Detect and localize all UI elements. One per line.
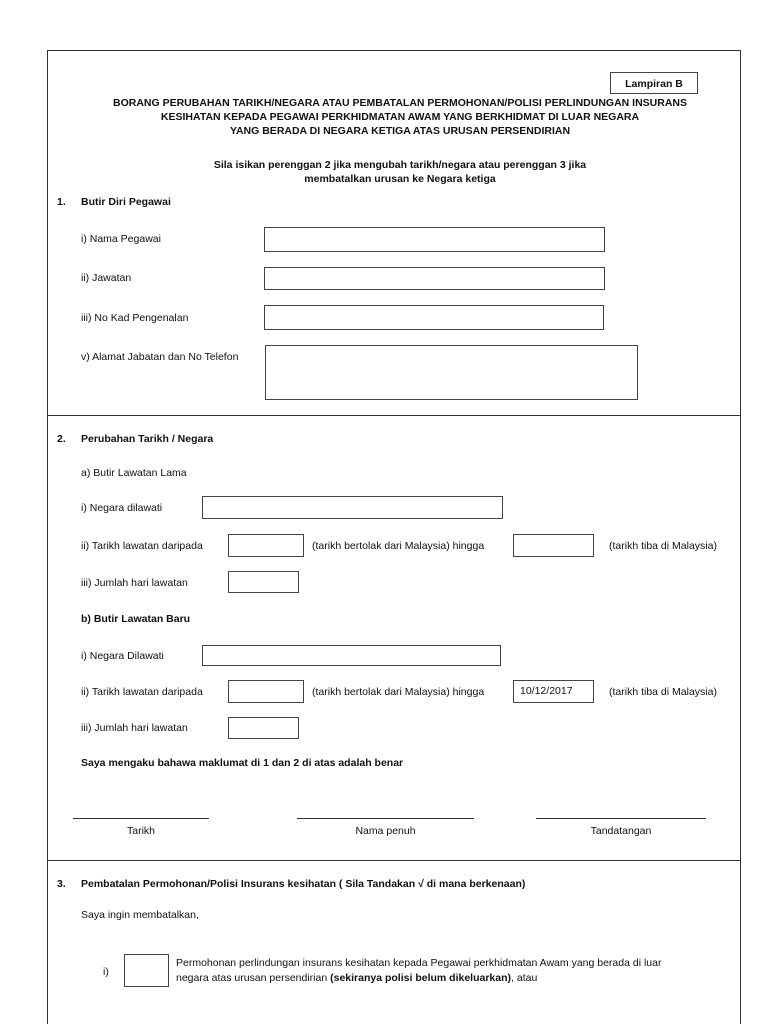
old-country-input[interactable]	[202, 496, 503, 519]
name-signature-label: Nama penuh	[355, 825, 416, 837]
option1-text-line1: Permohonan perlindungan insurans kesihatan kepada Pegawai perkhidmatan Awam yang berada di luar	[176, 957, 662, 969]
new-country-label: i) Negara Dilawati	[81, 650, 164, 662]
date-signature-label: Tarikh	[126, 825, 155, 837]
instruction-line1: Sila isikan perenggan 2 jika mengubah tarikh/negara atau perenggan 3 jika	[213, 159, 587, 171]
sign-signature-label: Tandatangan	[590, 825, 652, 837]
section-divider-2	[47, 860, 741, 861]
lampiran-label-box	[610, 72, 698, 94]
option1-checkbox[interactable]	[124, 954, 169, 987]
new-departure-note: (tarikh bertolak dari Malaysia) hingga	[312, 686, 485, 698]
new-date-to-input[interactable]	[513, 680, 594, 703]
frame-left-border	[47, 50, 48, 1024]
new-days-label: iii) Jumlah hari lawatan	[81, 722, 188, 734]
old-days-input[interactable]	[228, 571, 299, 593]
section1-title: Butir Diri Pegawai	[81, 196, 171, 208]
instruction-line2: membatalkan urusan ke Negara ketiga	[304, 173, 496, 185]
section2-title: Perubahan Tarikh / Negara	[81, 433, 214, 445]
old-country-label: i) Negara dilawati	[81, 502, 163, 514]
new-arrival-note: (tarikh tiba di Malaysia)	[609, 686, 717, 698]
nama-pegawai-input[interactable]	[264, 227, 605, 252]
form-title-line3: YANG BERADA DI NEGARA KETIGA ATAS URUSAN PERSENDIRIAN	[229, 125, 571, 137]
jawatan-input[interactable]	[264, 267, 605, 290]
old-days-label: iii) Jumlah hari lawatan	[81, 577, 188, 589]
lampiran-label: Lampiran B	[625, 78, 683, 90]
section3-intro: Saya ingin membatalkan,	[81, 909, 199, 921]
old-departure-note: (tarikh bertolak dari Malaysia) hingga	[312, 540, 485, 552]
frame-top-border	[47, 50, 741, 51]
old-arrival-note: (tarikh tiba di Malaysia)	[609, 540, 717, 552]
section-divider-1	[47, 415, 741, 416]
kad-pengenalan-input[interactable]	[264, 305, 604, 330]
new-date-to-value: 10/12/2017	[520, 685, 573, 697]
old-date-to-input[interactable]	[513, 534, 594, 557]
section3-title: Pembatalan Permohonan/Polisi Insurans kesihatan ( Sila Tandakan √ di mana berkenaan)	[81, 878, 526, 890]
new-country-input[interactable]	[202, 645, 501, 666]
form-title-line1: BORANG PERUBAHAN TARIKH/NEGARA ATAU PEMBATALAN PERMOHONAN/POLISI PERLINDUNGAN INSURANS	[113, 97, 687, 109]
field-label-alamat: v) Alamat Jabatan dan No Telefon	[81, 351, 239, 363]
option1-text-line2a: negara atas urusan persendirian	[176, 972, 331, 984]
sign-signature-line	[536, 818, 706, 819]
section3-number: 3.	[57, 878, 66, 890]
field-label-ic: iii) No Kad Pengenalan	[81, 312, 189, 324]
date-signature-line	[73, 818, 209, 819]
field-label-jawatan: ii) Jawatan	[81, 272, 132, 284]
name-signature-line	[297, 818, 474, 819]
alamat-telefon-input[interactable]	[265, 345, 638, 400]
new-visit-heading: b) Butir Lawatan Baru	[81, 613, 191, 625]
old-visit-heading: a) Butir Lawatan Lama	[81, 467, 187, 479]
new-days-input[interactable]	[228, 717, 299, 739]
new-date-label: ii) Tarikh lawatan daripada	[81, 686, 203, 698]
old-date-from-input[interactable]	[228, 534, 304, 557]
new-date-from-input[interactable]	[228, 680, 304, 703]
option1-text-line2b: (sekiranya polisi belum dikeluarkan)	[330, 972, 512, 984]
old-date-label: ii) Tarikh lawatan daripada	[81, 540, 203, 552]
section1-number: 1.	[57, 196, 66, 208]
field-label-nama: i) Nama Pegawai	[81, 233, 161, 245]
form-title-line2: KESIHATAN KEPADA PEGAWAI PERKHIDMATAN AWAM YANG BERKHIDMAT DI LUAR NEGARA	[160, 111, 640, 123]
option1-text-line2	[176, 972, 537, 984]
frame-right-border	[740, 50, 741, 1024]
option1-text-line2c: , atau	[511, 972, 538, 984]
declaration-text: Saya mengaku bahawa maklumat di 1 dan 2 di atas adalah benar	[81, 757, 404, 769]
section2-number: 2.	[57, 433, 66, 445]
option1-label: i)	[103, 966, 109, 978]
